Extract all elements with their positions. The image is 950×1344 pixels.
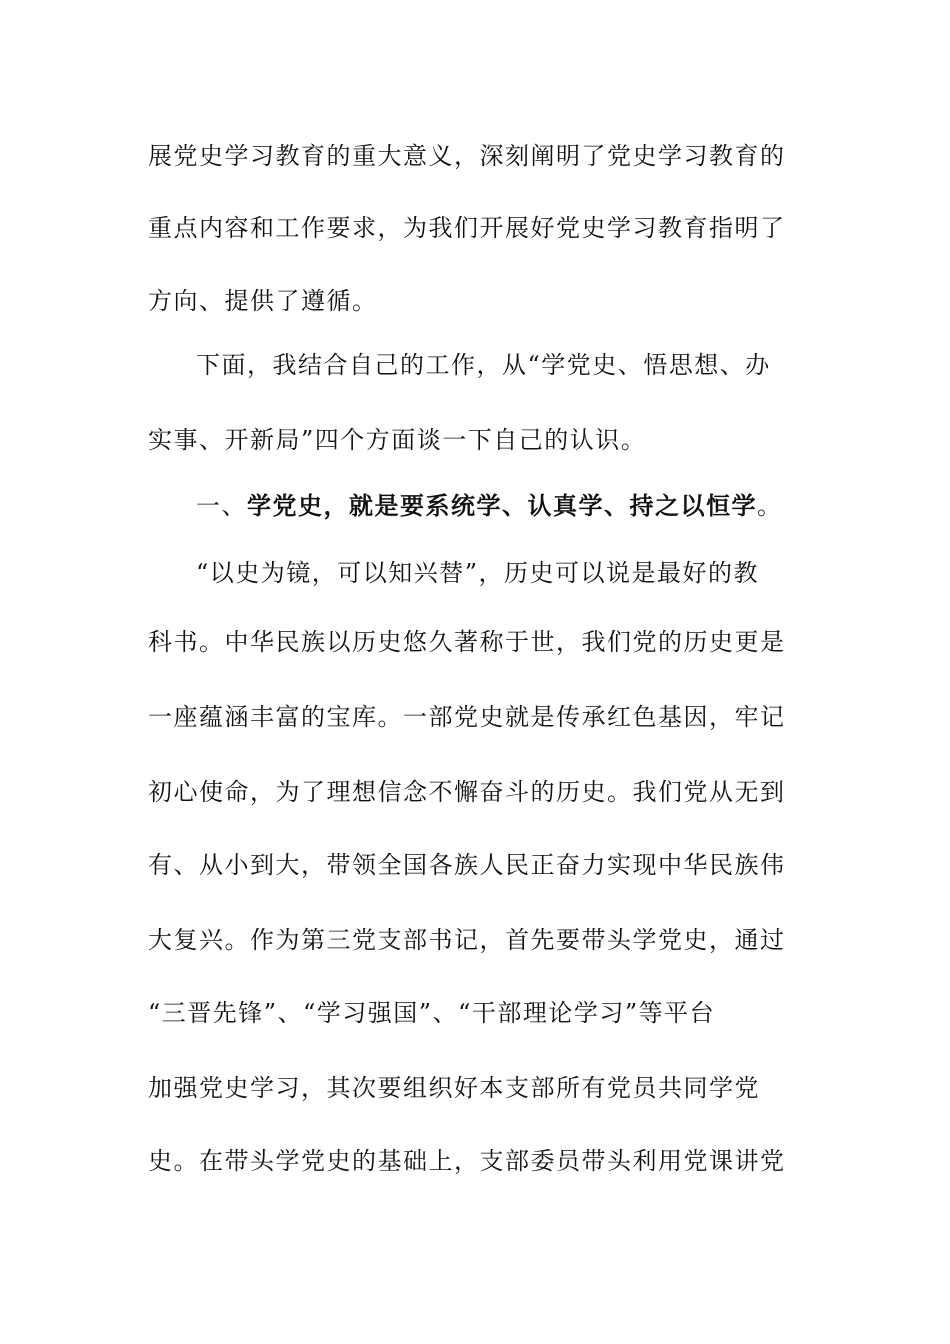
text-line: 方向、提供了遵循。	[148, 287, 378, 315]
text-line: 展党史学习教育的重大意义，深刻阐明了党史学习教育的	[148, 142, 786, 170]
text-line: “以史为镜，可以知兴替”，历史可以说是最好的教	[196, 559, 760, 587]
heading-text: 学党史，就是要系统学、认真学、持之以恒学	[247, 491, 757, 520]
text-line: 大复兴。作为第三党支部书记，首先要带头学党史，通过	[148, 926, 786, 954]
text-line: “三晋先锋”、“学习强国”、“干部理论学习”等平台	[148, 999, 716, 1027]
text-line: 科书。中华民族以历史悠久著称于世，我们党的历史更是	[148, 628, 786, 656]
text-line: 史。在带头学党史的基础上，支部委员带头利用党课讲党	[148, 1147, 786, 1175]
section-heading	[196, 490, 808, 522]
text-line: 下面，我结合自己的工作，从“学党史、悟思想、办	[196, 351, 771, 379]
heading-end: 。	[757, 492, 783, 520]
text-line: 有、从小到大，带领全国各族人民正奋力实现中华民族伟	[148, 851, 786, 879]
text-line: 初心使命，为了理想信念不懈奋斗的历史。我们党从无到	[148, 778, 786, 806]
text-line: 一座蕴涵丰富的宝库。一部党史就是传承红色基因，牢记	[148, 703, 786, 731]
text-line: 加强党史学习，其次要组织好本支部所有党员共同学党	[148, 1074, 760, 1102]
text-line: 实事、开新局”四个方面谈一下自己的认识。	[148, 426, 647, 454]
heading-number: 一、	[196, 492, 247, 520]
text-line: 重点内容和工作要求，为我们开展好党史学习教育指明了	[148, 214, 786, 242]
